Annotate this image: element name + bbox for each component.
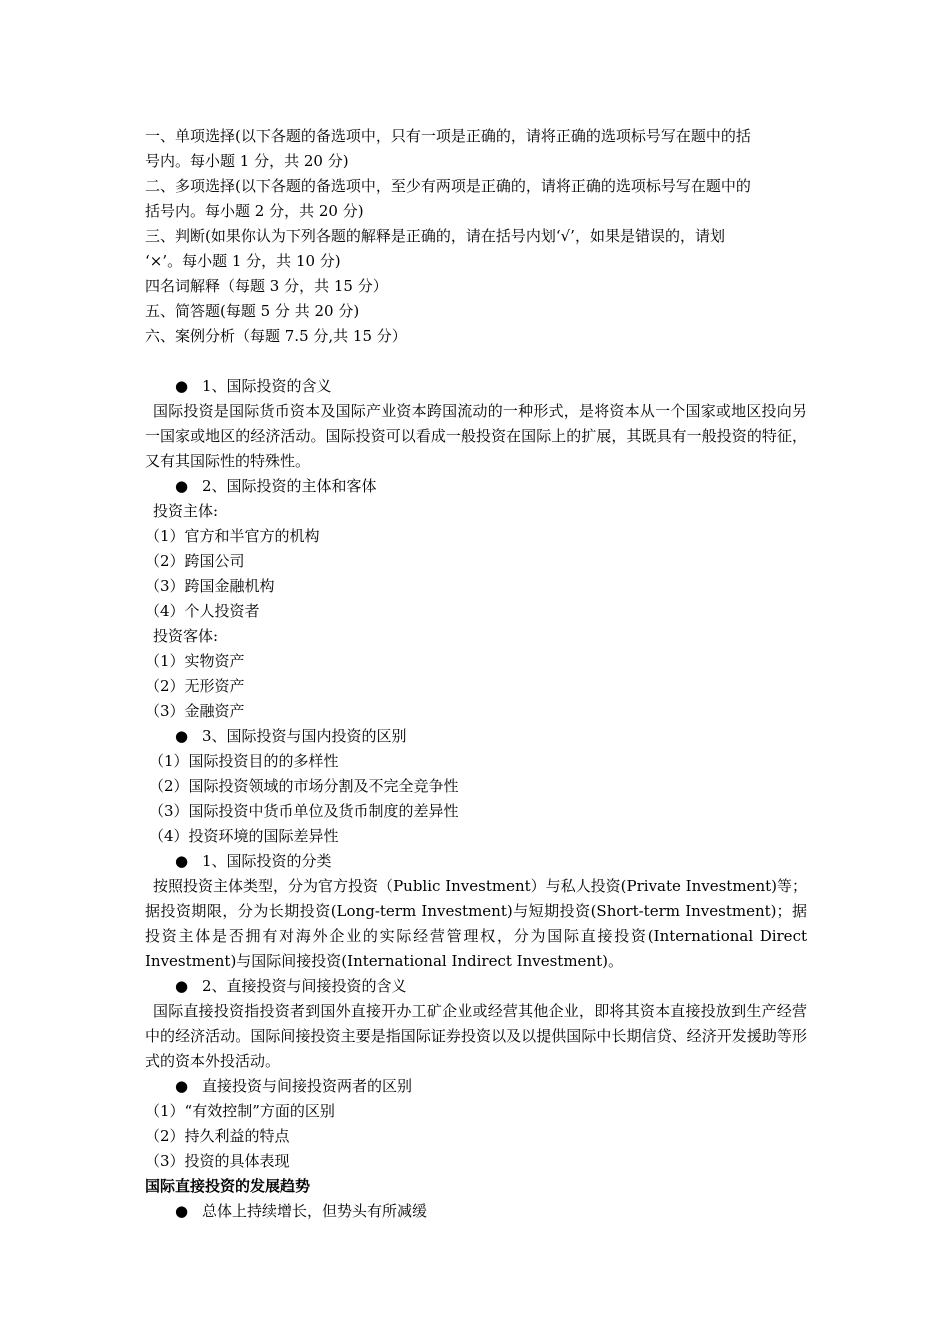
trend-item-text: 总体上持续增长，但势头有所减缓 (202, 1202, 428, 1220)
bullet-icon: ● (175, 727, 189, 745)
difference-item: （2）国际投资领域的市场分割及不完全竞争性 (149, 777, 459, 795)
section-heading-5 (145, 974, 807, 999)
exam-item-6: 六、案例分析（每题 7.5 分,共 15 分） (145, 327, 407, 345)
difference-item: （4）投资环境的国际差异性 (149, 827, 339, 845)
section-heading-3 (145, 724, 807, 749)
section-5-body: 国际直接投资指投资者到国外直接开办工矿企业或经营其他企业，即将其资本直接投放到生产经营中的经济活动。国际间接投资主要是指国际证券投资以及以提供国际中长期信贷、经济开发援助等形式的资本外投活动。 (145, 1002, 807, 1070)
difference-item: （3）国际投资中货币单位及货币制度的差异性 (149, 802, 459, 820)
bullet-icon: ● (175, 377, 189, 395)
subject-item: （2）跨国公司 (145, 552, 245, 570)
distinction-item: （2）持久利益的特点 (145, 1127, 290, 1145)
heading-text: 3、国际投资与国内投资的区别 (202, 727, 407, 745)
section-heading-6 (145, 1074, 807, 1099)
bullet-icon: ● (175, 977, 189, 995)
section-heading-4 (145, 849, 807, 874)
bullet-icon: ● (175, 1077, 189, 1095)
heading-text: 直接投资与间接投资两者的区别 (202, 1077, 413, 1095)
section-heading-2 (145, 474, 807, 499)
document-body (145, 124, 807, 1224)
bullet-icon: ● (175, 852, 189, 870)
exam-item-3-line2: ‘×’。每小题 1 分，共 10 分) (145, 252, 341, 270)
exam-item-3-line1: 三、判断(如果你认为下列各题的解释是正确的，请在括号内划‘√’，如果是错误的，请划 (145, 227, 725, 245)
section-4-body: 按照投资主体类型，分为官方投资（Public Investment）与私人投资(Private Investment)等；据投资期限，分为长期投资(Long-term Investment)与短期投资(Short-term Investment)；据投资主体是否拥有对海外企业的实际经营管理权，分为国际直接投资(International Direct Investment)与国际间接投资(International Indirect Investment)。 (145, 877, 807, 970)
trend-title: 国际直接投资的发展趋势 (145, 1177, 311, 1195)
trend-item (145, 1199, 807, 1224)
exam-item-5: 五、简答题(每题 5 分 共 20 分) (145, 302, 360, 320)
exam-item-4: 四名词解释（每题 3 分，共 15 分） (145, 277, 388, 295)
heading-text: 1、国际投资的分类 (202, 852, 332, 870)
difference-item: （1）国际投资目的的多样性 (149, 752, 339, 770)
exam-item-2-line2: 括号内。每小题 2 分，共 20 分) (145, 202, 364, 220)
spacer (145, 349, 807, 374)
section-heading-1 (145, 374, 807, 399)
bullet-icon: ● (175, 477, 189, 495)
bullet-icon: ● (175, 1202, 189, 1220)
exam-item-1-line2: 号内。每小题 1 分，共 20 分) (145, 152, 349, 170)
distinction-item: （1）“有效控制”方面的区别 (145, 1102, 335, 1120)
subject-item: （1）官方和半官方的机构 (145, 527, 320, 545)
object-item: （1）实物资产 (145, 652, 245, 670)
exam-item-1-line1: 一、单项选择(以下各题的备选项中，只有一项是正确的，请将正确的选项标号写在题中的括 (145, 127, 751, 145)
subject-label: 投资主体: (153, 502, 219, 520)
object-item: （3）金融资产 (145, 702, 245, 720)
distinction-item: （3）投资的具体表现 (145, 1152, 290, 1170)
subject-item: （3）跨国金融机构 (145, 577, 275, 595)
object-label: 投资客体: (153, 627, 219, 645)
section-1-body: 国际投资是国际货币资本及国际产业资本跨国流动的一种形式，是将资本从一个国家或地区投向另一国家或地区的经济活动。国际投资可以看成一般投资在国际上的扩展，其既具有一般投资的特征，又有其国际性的特殊性。 (145, 402, 807, 470)
subject-item: （4）个人投资者 (145, 602, 260, 620)
heading-text: 2、国际投资的主体和客体 (202, 477, 377, 495)
heading-text: 1、国际投资的含义 (202, 377, 332, 395)
object-item: （2）无形资产 (145, 677, 245, 695)
exam-item-2-line1: 二、多项选择(以下各题的备选项中，至少有两项是正确的，请将正确的选项标号写在题中的 (145, 177, 751, 195)
heading-text: 2、直接投资与间接投资的含义 (202, 977, 407, 995)
